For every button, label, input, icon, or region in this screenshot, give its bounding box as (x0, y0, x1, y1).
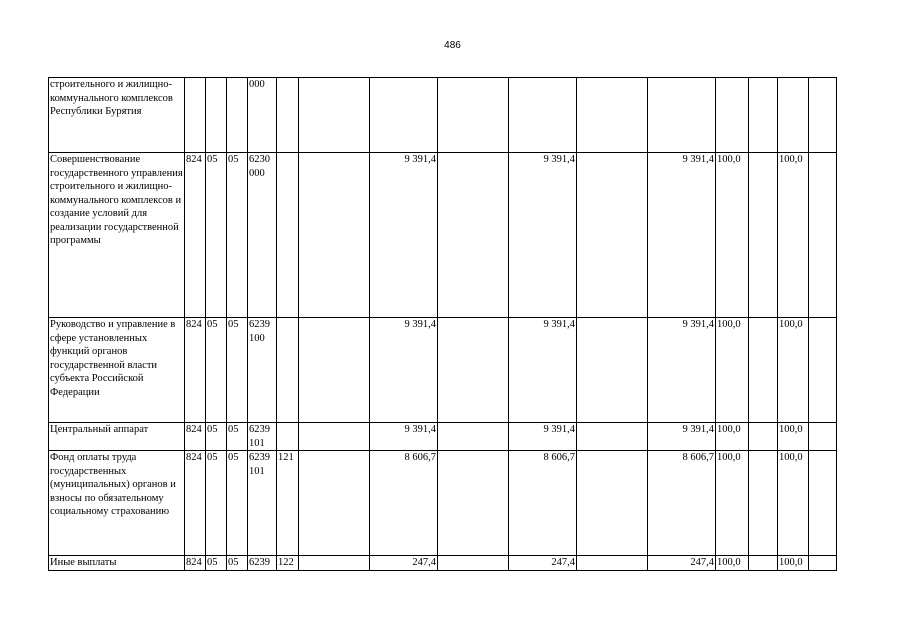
amount-1-cell (370, 78, 438, 153)
target-item-code-cell: 6230 000 (248, 153, 277, 318)
subsection-code-cell: 05 (227, 153, 248, 318)
section-code-cell: 05 (206, 556, 227, 571)
empty-cell (438, 556, 509, 571)
empty-cell (749, 78, 778, 153)
expense-type-code-cell (277, 78, 299, 153)
amount-1-cell: 9 391,4 (370, 423, 438, 451)
budget-table (48, 77, 837, 571)
percent-1-cell: 100,0 (716, 423, 749, 451)
target-item-code-cell: 6239 100 (248, 318, 277, 423)
empty-cell (809, 78, 837, 153)
amount-3-cell: 9 391,4 (648, 423, 716, 451)
expense-type-code-cell: 122 (277, 556, 299, 571)
percent-2-cell: 100,0 (778, 318, 809, 423)
table-row (49, 318, 837, 423)
amount-2-cell: 9 391,4 (509, 423, 577, 451)
expense-type-code-cell: 121 (277, 451, 299, 556)
target-item-code-cell: 6239 (248, 556, 277, 571)
empty-cell (577, 451, 648, 556)
amount-1-cell: 247,4 (370, 556, 438, 571)
amount-3-cell: 247,4 (648, 556, 716, 571)
target-item-code-cell: 6239 101 (248, 451, 277, 556)
empty-cell (299, 153, 370, 318)
section-code-cell: 05 (206, 153, 227, 318)
subsection-code-cell: 05 (227, 423, 248, 451)
empty-cell (749, 318, 778, 423)
amount-1-cell: 9 391,4 (370, 153, 438, 318)
empty-cell (577, 556, 648, 571)
empty-cell (809, 153, 837, 318)
grbs-code-cell: 824 (185, 423, 206, 451)
percent-2-cell: 100,0 (778, 153, 809, 318)
empty-cell (809, 556, 837, 571)
subsection-code-cell: 05 (227, 451, 248, 556)
page-number: 486 (444, 40, 461, 51)
amount-3-cell: 9 391,4 (648, 153, 716, 318)
grbs-code-cell (185, 78, 206, 153)
section-code-cell (206, 78, 227, 153)
subsection-code-cell (227, 78, 248, 153)
empty-cell (577, 78, 648, 153)
expense-type-code-cell (277, 423, 299, 451)
target-item-code-cell: 000 (248, 78, 277, 153)
amount-1-cell: 9 391,4 (370, 318, 438, 423)
empty-cell (299, 423, 370, 451)
percent-1-cell: 100,0 (716, 451, 749, 556)
row-name-cell: строительного и жилищно-коммунального комплексов Республики Бурятия (49, 78, 185, 153)
expense-type-code-cell (277, 153, 299, 318)
table-row (49, 423, 837, 451)
row-name-cell: Центральный аппарат (49, 423, 185, 451)
table-row (49, 451, 837, 556)
amount-3-cell: 9 391,4 (648, 318, 716, 423)
empty-cell (299, 78, 370, 153)
grbs-code-cell: 824 (185, 556, 206, 571)
empty-cell (577, 423, 648, 451)
empty-cell (749, 153, 778, 318)
grbs-code-cell: 824 (185, 318, 206, 423)
empty-cell (577, 153, 648, 318)
grbs-code-cell: 824 (185, 153, 206, 318)
table-row (49, 153, 837, 318)
row-name-cell: Иные выплаты (49, 556, 185, 571)
expense-type-code-cell (277, 318, 299, 423)
empty-cell (809, 451, 837, 556)
target-item-code-cell: 6239 101 (248, 423, 277, 451)
empty-cell (299, 318, 370, 423)
empty-cell (438, 451, 509, 556)
percent-1-cell (716, 78, 749, 153)
amount-2-cell: 9 391,4 (509, 318, 577, 423)
empty-cell (438, 318, 509, 423)
empty-cell (809, 423, 837, 451)
row-name-cell: Фонд оплаты труда государственных (муниципальных) органов и взносы по обязательному социальному страхованию (49, 451, 185, 556)
percent-1-cell: 100,0 (716, 556, 749, 571)
empty-cell (299, 451, 370, 556)
percent-2-cell: 100,0 (778, 423, 809, 451)
amount-1-cell: 8 606,7 (370, 451, 438, 556)
percent-2-cell: 100,0 (778, 451, 809, 556)
table-row (49, 78, 837, 153)
amount-3-cell (648, 78, 716, 153)
row-name-cell: Совершенствование государственного управления строительного и жилищно-коммунального комплексов и создание условий для реализации государственной программы (49, 153, 185, 318)
table-row (49, 556, 837, 571)
empty-cell (749, 423, 778, 451)
empty-cell (809, 318, 837, 423)
subsection-code-cell: 05 (227, 556, 248, 571)
empty-cell (438, 78, 509, 153)
percent-2-cell: 100,0 (778, 556, 809, 571)
empty-cell (299, 556, 370, 571)
empty-cell (749, 451, 778, 556)
amount-2-cell: 247,4 (509, 556, 577, 571)
amount-2-cell: 8 606,7 (509, 451, 577, 556)
section-code-cell: 05 (206, 451, 227, 556)
empty-cell (438, 153, 509, 318)
amount-2-cell: 9 391,4 (509, 153, 577, 318)
section-code-cell: 05 (206, 318, 227, 423)
row-name-cell: Руководство и управление в сфере установленных функций органов государственной власти субъекта Российской Федерации (49, 318, 185, 423)
grbs-code-cell: 824 (185, 451, 206, 556)
amount-2-cell (509, 78, 577, 153)
empty-cell (438, 423, 509, 451)
empty-cell (577, 318, 648, 423)
percent-2-cell (778, 78, 809, 153)
subsection-code-cell: 05 (227, 318, 248, 423)
percent-1-cell: 100,0 (716, 318, 749, 423)
section-code-cell: 05 (206, 423, 227, 451)
amount-3-cell: 8 606,7 (648, 451, 716, 556)
empty-cell (749, 556, 778, 571)
percent-1-cell: 100,0 (716, 153, 749, 318)
